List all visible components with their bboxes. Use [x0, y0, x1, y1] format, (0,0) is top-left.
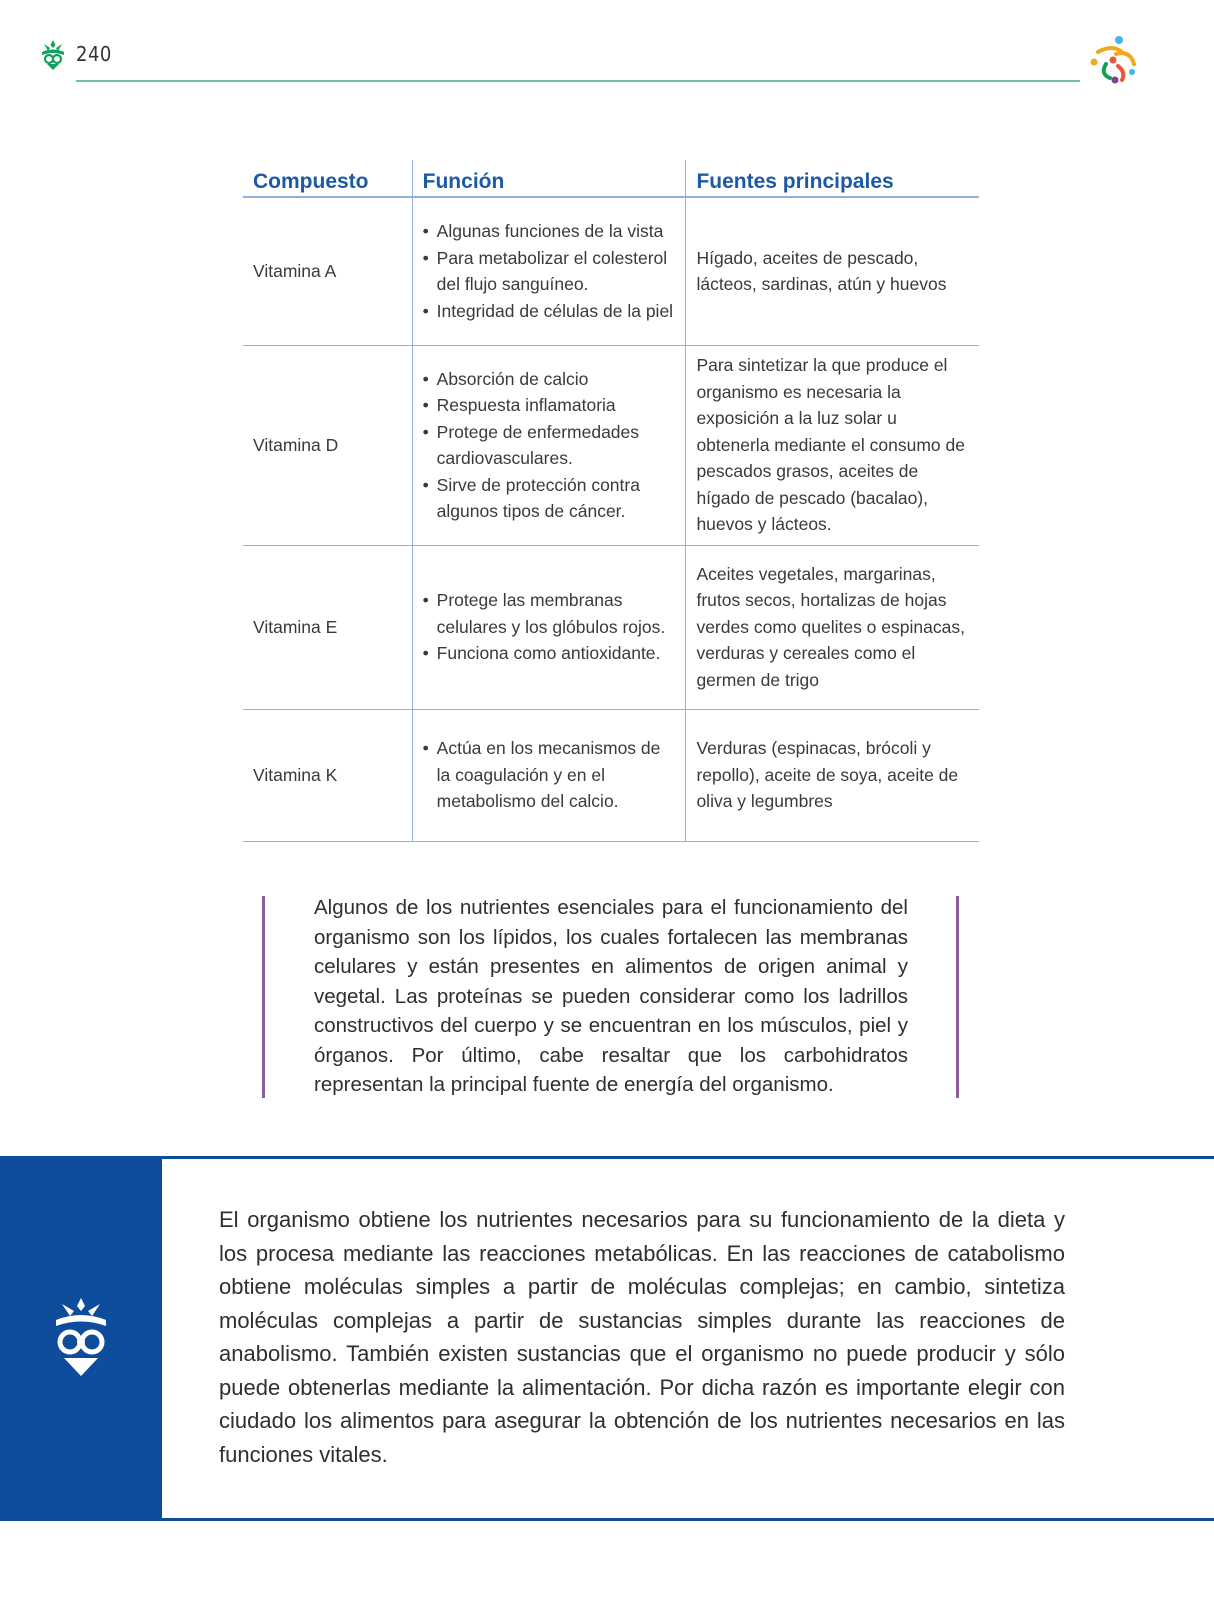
sources-cell: Hígado, aceites de pescado, lácteos, sardinas, atún y huevos: [686, 197, 979, 345]
table-row: [243, 709, 979, 841]
column-header: Función: [412, 160, 686, 197]
function-item: • Protege las membranas celulares y los glóbulos rojos.: [423, 587, 678, 640]
dancing-figure-logo-icon: [1086, 34, 1140, 86]
page-number: 240: [76, 42, 112, 66]
quote-bar-right: [956, 896, 959, 1098]
function-item: • Algunas funciones de la vista: [423, 218, 678, 245]
function-item: • Sirve de protección contra algunos tipos de cáncer.: [423, 472, 678, 525]
table-row: [243, 345, 979, 545]
compound-cell: Vitamina K: [243, 709, 412, 841]
function-item: • Integridad de células de la piel: [423, 298, 678, 325]
quote-bar-left: [262, 896, 265, 1098]
vitamins-table: [243, 160, 979, 842]
function-item: • Protege de enfermedades cardiovasculares.: [423, 419, 678, 472]
column-header: Fuentes principales: [686, 160, 979, 197]
sources-cell: Aceites vegetales, margarinas, frutos secos, hortalizas de hojas verdes como quelites o espinacas, verduras y cereales como el germen de trigo: [686, 545, 979, 709]
header-rule: [76, 80, 1080, 82]
function-item: • Respuesta inflamatoria: [423, 392, 678, 419]
ornament-icon: [50, 1298, 112, 1378]
compound-cell: Vitamina E: [243, 545, 412, 709]
sources-cell: Para sintetizar la que produce el organismo es necesaria la exposición a la luz solar u obtenerla mediante el consumo de pescados grasos, aceites de hígado de pescado (bacalao), huevos y lácteos.: [686, 345, 979, 545]
function-cell: [412, 197, 686, 345]
sources-cell: Verduras (espinacas, brócoli y repollo), aceite de soya, aceite de oliva y legumbres: [686, 709, 979, 841]
function-item: • Actúa en los mecanismos de la coagulación y en el metabolismo del calcio.: [423, 735, 678, 815]
table-header-row: [243, 160, 979, 197]
function-cell: [412, 709, 686, 841]
panel-top-rule: [162, 1156, 1214, 1159]
column-header: Compuesto: [243, 160, 412, 197]
table-row: [243, 545, 979, 709]
panel-bottom-rule: [0, 1518, 1214, 1521]
ornament-icon: [40, 40, 66, 70]
panel-text: El organismo obtiene los nutrientes necesarios para su funcionamiento de la dieta y los procesa mediante las reacciones metabólicas. En las reacciones de catabolismo obtiene moléculas simples a partir de moléculas complejas; en cambio, sintetiza moléculas complejas a partir de sustancias simples durante las reacciones de anabolismo. También existen sustancias que el organismo no puede producir y sólo puede obtenerlas mediante la alimentación. Por dicha razón es importante elegir con ciudado los alimentos para asegurar la obtención de los nutrientes necesarios en las funciones vitales.: [219, 1207, 1065, 1467]
table-row: [243, 197, 979, 345]
function-item: • Absorción de calcio: [423, 366, 678, 393]
function-cell: [412, 545, 686, 709]
quote-text: Algunos de los nutrientes esenciales para el funcionamiento del organismo son los lípidos, los cuales fortalecen las membranas celulares y están presentes en alimentos de origen animal y vegetal. Las proteínas se pueden considerar como los ladrillos constructivos del cuerpo y se encuentran en los músculos, piel y órganos. Por último, cabe resaltar que los carbohidratos representan la principal fuente de energía del organismo.: [314, 896, 908, 1096]
function-item: • Para metabolizar el colesterol del flujo sanguíneo.: [423, 245, 678, 298]
compound-cell: Vitamina D: [243, 345, 412, 545]
function-item: • Funciona como antioxidante.: [423, 640, 678, 667]
function-cell: [412, 345, 686, 545]
compound-cell: Vitamina A: [243, 197, 412, 345]
